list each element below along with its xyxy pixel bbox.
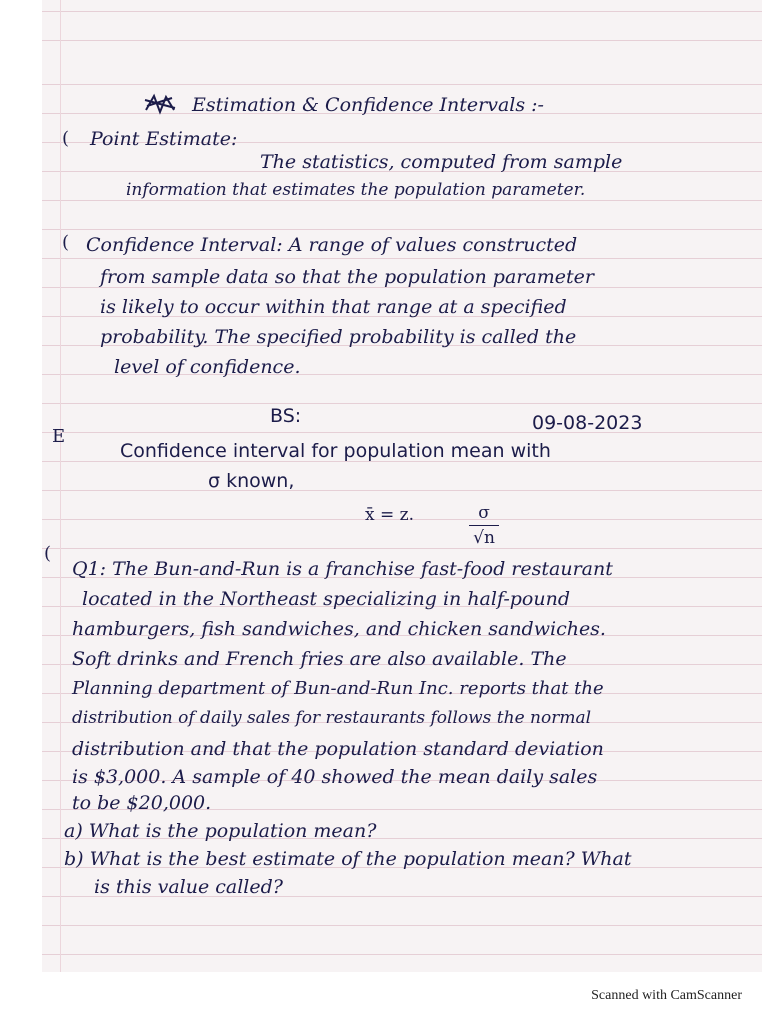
margin-tick: ( (62, 128, 70, 149)
margin-line (60, 0, 61, 972)
question-line-6: distribution of daily sales for restaurants follows the normal (72, 708, 592, 728)
formula (365, 503, 495, 548)
margin-tick: ( (44, 543, 52, 564)
margin-tick: ( (62, 232, 70, 253)
scanner-watermark: Scanned with CamScanner (591, 988, 742, 1003)
ci-line-2: from sample data so that the population parameter (100, 266, 594, 288)
bs-label: BS: (270, 405, 302, 427)
ci-line-5: level of confidence. (114, 356, 301, 378)
formula-lhs: x̄ = z. (365, 505, 414, 525)
notebook-page (42, 0, 762, 972)
margin-tick: E (52, 426, 66, 447)
bs-line-1: Confidence interval for population mean with (120, 440, 551, 462)
question-line-9: to be $20,000. (72, 792, 212, 814)
question-part-a: a) What is the population mean? (64, 820, 377, 842)
page-title: Estimation & Confidence Intervals :- (192, 94, 544, 116)
crossed-out-scribble (142, 92, 178, 116)
question-part-b: b) What is the best estimate of the population mean? What (64, 848, 632, 870)
point-estimate-heading: Point Estimate: (90, 128, 238, 150)
question-line-8: is $3,000. A sample of 40 showed the mean daily sales (72, 766, 598, 788)
point-estimate-line-1: The statistics, computed from sample (260, 151, 623, 173)
question-line-2: located in the Northeast specializing in half-pound (82, 588, 570, 610)
question-part-b-cont: is this value called? (94, 876, 283, 898)
ci-line-3: is likely to occur within that range at a specified (100, 296, 567, 318)
formula-numerator: σ (469, 503, 499, 526)
question-line-7: distribution and that the population standard deviation (72, 738, 604, 760)
question-line-4: Soft drinks and French fries are also available. The (72, 648, 567, 670)
date-label: 09-08-2023 (532, 412, 643, 434)
question-line-1: Q1: The Bun-and-Run is a franchise fast-food restaurant (72, 558, 613, 580)
formula-denominator: √n (473, 528, 495, 548)
question-line-3: hamburgers, fish sandwiches, and chicken sandwiches. (72, 618, 606, 640)
formula-fraction (469, 503, 499, 548)
point-estimate-line-2: information that estimates the population parameter. (126, 180, 586, 200)
ci-line-1: Confidence Interval: A range of values constructed (86, 234, 578, 256)
ci-line-4: probability. The specified probability is called the (100, 326, 577, 348)
bs-line-2: σ known, (208, 470, 295, 492)
question-line-5: Planning department of Bun-and-Run Inc. reports that the (72, 678, 604, 699)
